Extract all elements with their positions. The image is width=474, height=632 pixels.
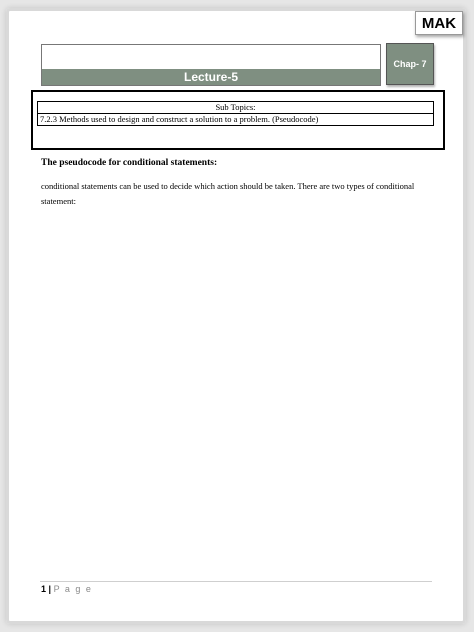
sub-topics-table: [37, 101, 434, 126]
footer-separator: |: [48, 584, 52, 594]
lecture-title: Lecture-5: [42, 69, 380, 85]
chapter-badge: Chap- 7: [386, 43, 434, 85]
page-number: 1: [41, 584, 47, 594]
page-footer: [41, 584, 92, 594]
lecture-header: [41, 44, 381, 86]
sub-topic-item: 7.2.3 Methods used to design and construct a solution to a problem. (Pseudocode): [38, 114, 434, 126]
brand-logo: MAK: [415, 11, 463, 35]
footer-divider: [40, 581, 432, 582]
section-heading: The pseudocode for conditional statements:: [41, 158, 218, 168]
body-paragraph: conditional statements can be used to decide which action should be taken. There are two types of conditional statement:: [41, 181, 415, 206]
page-label: P a g e: [53, 584, 93, 594]
sub-topics-heading: Sub Topics:: [38, 102, 434, 114]
